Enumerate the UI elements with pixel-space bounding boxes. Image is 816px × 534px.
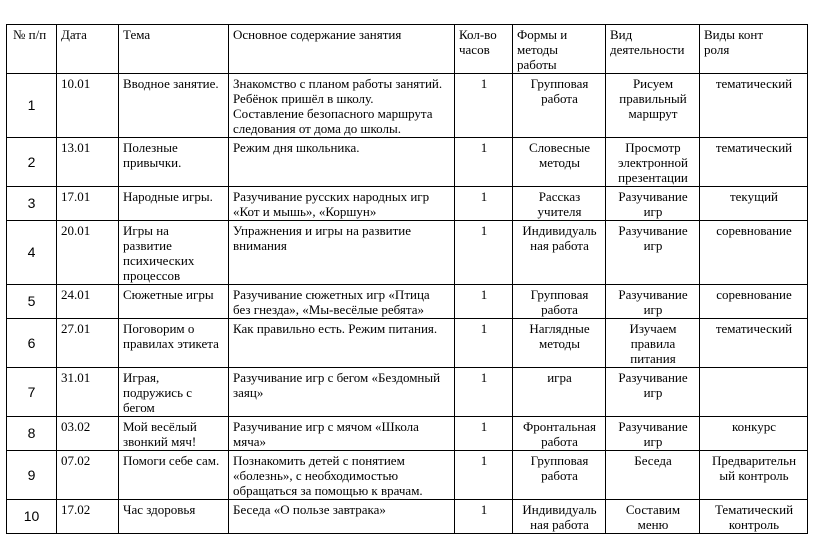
row-hours: 1 — [455, 187, 513, 221]
row-content: Разучивание игр с мячом «Школа мяча» — [229, 417, 455, 451]
header-date: Дата — [57, 25, 119, 74]
row-control: тематический — [700, 74, 808, 138]
row-number: 9 — [7, 451, 57, 500]
header-control: Виды конт роля — [700, 25, 808, 74]
row-hours: 1 — [455, 319, 513, 368]
row-activity: Беседа — [606, 451, 700, 500]
table-row — [7, 451, 808, 500]
table-row — [7, 319, 808, 368]
row-methods: Фронтальная работа — [513, 417, 606, 451]
row-hours: 1 — [455, 500, 513, 534]
row-activity: Составим меню — [606, 500, 700, 534]
table-row — [7, 285, 808, 319]
row-topic: Час здоровья — [119, 500, 229, 534]
row-content: Как правильно есть. Режим питания. — [229, 319, 455, 368]
row-content: Разучивание русских народных игр «Кот и мышь», «Коршун» — [229, 187, 455, 221]
row-control: тематический — [700, 319, 808, 368]
row-date: 27.01 — [57, 319, 119, 368]
row-hours: 1 — [455, 368, 513, 417]
row-content: Разучивание сюжетных игр «Птица без гнезда», «Мы-весёлые ребята» — [229, 285, 455, 319]
row-hours: 1 — [455, 74, 513, 138]
table-row — [7, 368, 808, 417]
row-control: соревнование — [700, 221, 808, 285]
row-content: Познакомить детей с понятием «болезнь», с необходимостью обращаться за помощью к врачам. — [229, 451, 455, 500]
row-topic: Игры на развитие психических процессов — [119, 221, 229, 285]
row-control: текущий — [700, 187, 808, 221]
row-hours: 1 — [455, 451, 513, 500]
row-date: 17.02 — [57, 500, 119, 534]
row-content: Беседа «О пользе завтрака» — [229, 500, 455, 534]
row-hours: 1 — [455, 138, 513, 187]
table-row — [7, 500, 808, 534]
row-control: Предварительн ый контроль — [700, 451, 808, 500]
row-topic: Играя, подружись с бегом — [119, 368, 229, 417]
row-methods: Наглядные методы — [513, 319, 606, 368]
row-date: 24.01 — [57, 285, 119, 319]
header-content: Основное содержание занятия — [229, 25, 455, 74]
row-date: 07.02 — [57, 451, 119, 500]
row-number: 8 — [7, 417, 57, 451]
header-activity: Вид деятельности — [606, 25, 700, 74]
row-methods: Групповая работа — [513, 451, 606, 500]
header-methods: Формы и методы работы — [513, 25, 606, 74]
header-row — [7, 25, 808, 74]
row-date: 03.02 — [57, 417, 119, 451]
row-number: 4 — [7, 221, 57, 285]
row-activity: Разучивание игр — [606, 285, 700, 319]
row-date: 17.01 — [57, 187, 119, 221]
table-body — [7, 25, 808, 534]
row-topic: Мой весёлый звонкий мяч! — [119, 417, 229, 451]
row-topic: Помоги себе сам. — [119, 451, 229, 500]
row-control: конкурс — [700, 417, 808, 451]
row-activity: Рисуем правильный маршрут — [606, 74, 700, 138]
row-content: Разучивание игр с бегом «Бездомный заяц» — [229, 368, 455, 417]
row-methods: Словесные методы — [513, 138, 606, 187]
row-control: соревнование — [700, 285, 808, 319]
row-number: 7 — [7, 368, 57, 417]
row-methods: Групповая работа — [513, 74, 606, 138]
row-activity: Разучивание игр — [606, 417, 700, 451]
row-number: 5 — [7, 285, 57, 319]
row-date: 10.01 — [57, 74, 119, 138]
row-activity: Разучивание игр — [606, 368, 700, 417]
table-row — [7, 74, 808, 138]
row-methods: Индивидуаль ная работа — [513, 221, 606, 285]
row-control: тематический — [700, 138, 808, 187]
row-hours: 1 — [455, 221, 513, 285]
row-topic: Поговорим о правилах этикета — [119, 319, 229, 368]
row-methods: Групповая работа — [513, 285, 606, 319]
row-date: 31.01 — [57, 368, 119, 417]
row-topic: Народные игры. — [119, 187, 229, 221]
row-hours: 1 — [455, 417, 513, 451]
header-hours: Кол-во часов — [455, 25, 513, 74]
row-control: Тематический контроль — [700, 500, 808, 534]
row-number: 1 — [7, 74, 57, 138]
table-row — [7, 417, 808, 451]
row-content: Знакомство с планом работы занятий. Ребёнок пришёл в школу. Составление безопасного маршрута следования от дома до школы. — [229, 74, 455, 138]
row-activity: Разучивание игр — [606, 187, 700, 221]
header-topic: Тема — [119, 25, 229, 74]
row-date: 20.01 — [57, 221, 119, 285]
row-date: 13.01 — [57, 138, 119, 187]
row-methods: игра — [513, 368, 606, 417]
row-topic: Вводное занятие. — [119, 74, 229, 138]
table-row — [7, 138, 808, 187]
row-topic: Сюжетные игры — [119, 285, 229, 319]
row-activity: Просмотр электронной презентации — [606, 138, 700, 187]
table-row — [7, 221, 808, 285]
row-number: 6 — [7, 319, 57, 368]
row-methods: Индивидуаль ная работа — [513, 500, 606, 534]
row-content: Упражнения и игры на развитие внимания — [229, 221, 455, 285]
row-number: 2 — [7, 138, 57, 187]
row-control — [700, 368, 808, 417]
row-activity: Изучаем правила питания — [606, 319, 700, 368]
row-number: 3 — [7, 187, 57, 221]
row-activity: Разучивание игр — [606, 221, 700, 285]
lesson-plan-table — [6, 24, 808, 534]
row-number: 10 — [7, 500, 57, 534]
table-row — [7, 187, 808, 221]
header-number: № п/п — [7, 25, 57, 74]
row-methods: Рассказ учителя — [513, 187, 606, 221]
row-hours: 1 — [455, 285, 513, 319]
row-topic: Полезные привычки. — [119, 138, 229, 187]
row-content: Режим дня школьника. — [229, 138, 455, 187]
